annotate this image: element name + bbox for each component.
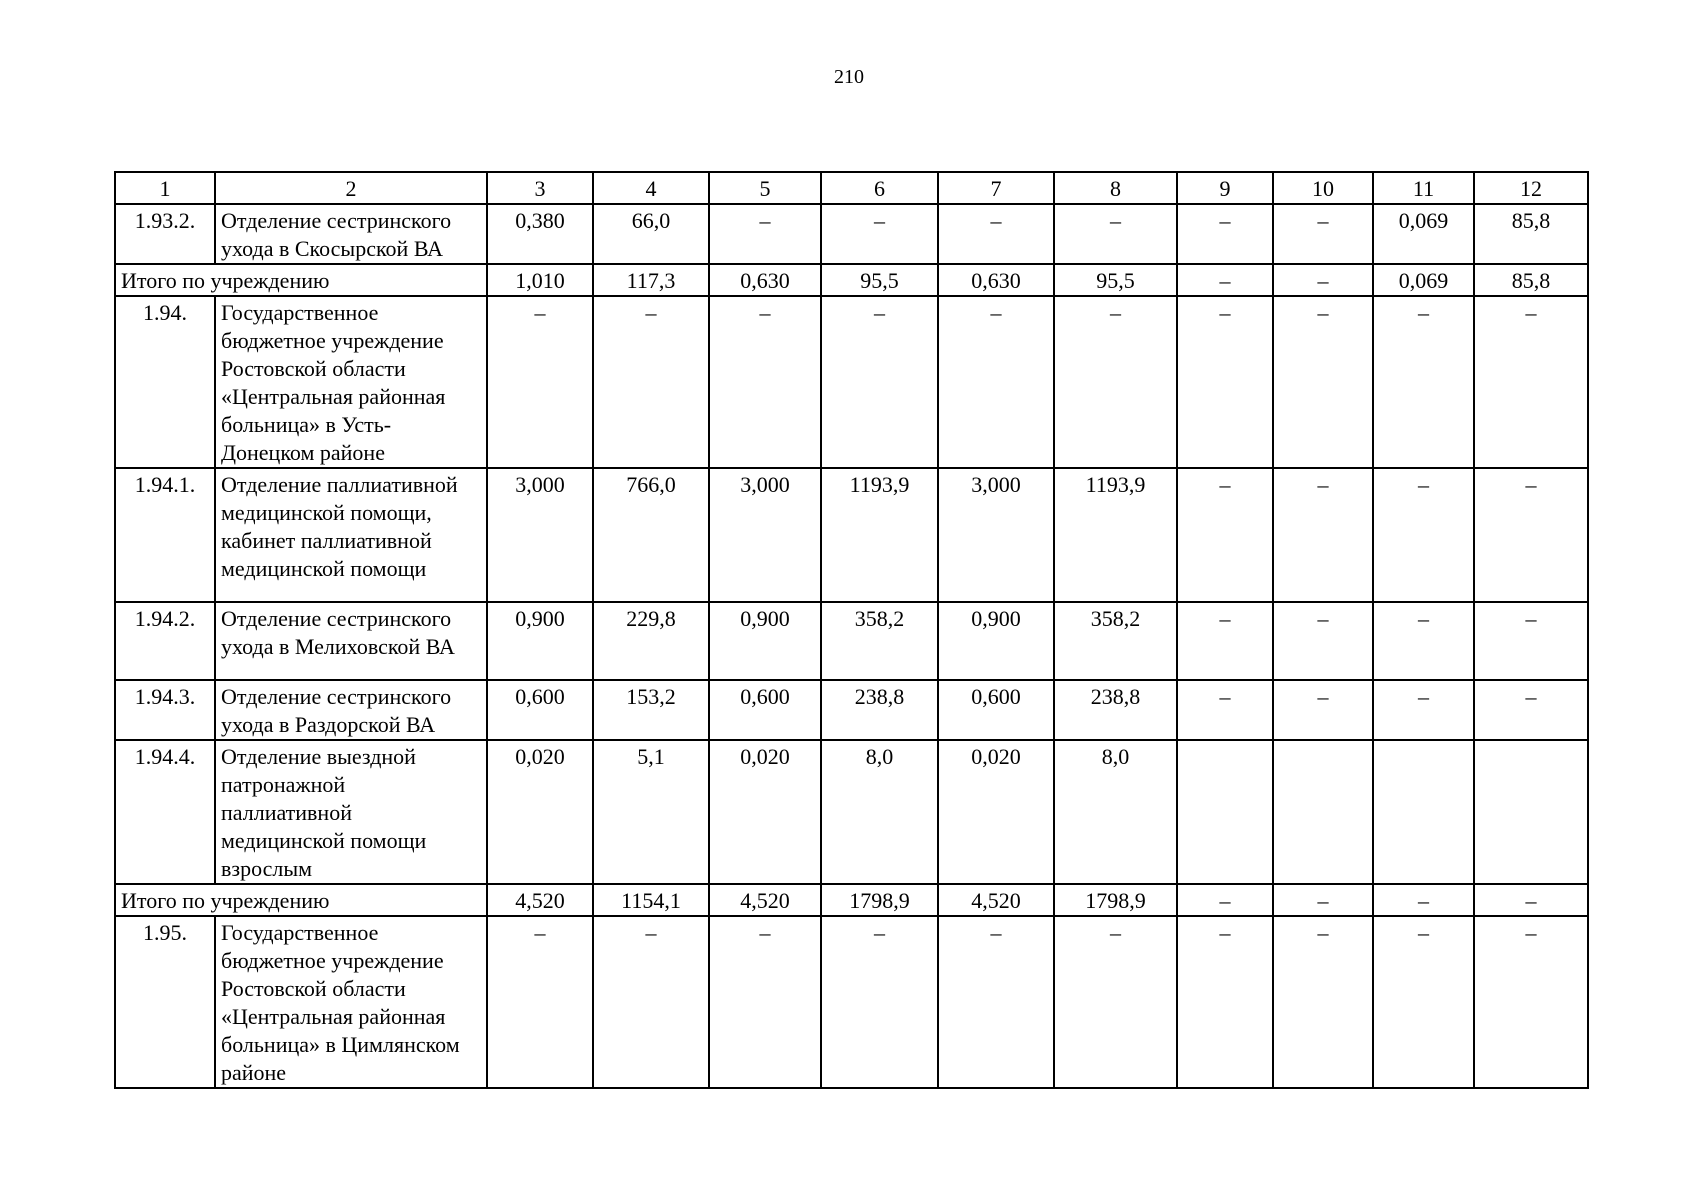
row-number: 1.93.2. xyxy=(115,204,215,264)
value-cell: 1798,9 xyxy=(821,884,938,916)
value-cell: – xyxy=(593,296,709,468)
column-header: 4 xyxy=(593,172,709,204)
value-cell: – xyxy=(1273,602,1373,680)
value-cell: 0,600 xyxy=(487,680,593,740)
row-number: 1.94.1. xyxy=(115,468,215,602)
value-cell: 358,2 xyxy=(1054,602,1177,680)
column-header: 9 xyxy=(1177,172,1273,204)
value-cell: – xyxy=(1177,602,1273,680)
total-row xyxy=(115,884,1588,916)
value-cell: 0,630 xyxy=(709,264,821,296)
value-cell: 1,010 xyxy=(487,264,593,296)
value-cell: 3,000 xyxy=(487,468,593,602)
value-cell: – xyxy=(709,296,821,468)
column-header: 11 xyxy=(1373,172,1474,204)
table-row xyxy=(115,468,1588,602)
value-cell: 85,8 xyxy=(1474,264,1588,296)
total-label: Итого по учреждению xyxy=(115,264,487,296)
value-cell: 0,900 xyxy=(487,602,593,680)
table-row xyxy=(115,602,1588,680)
table-header-row xyxy=(115,172,1588,204)
value-cell: – xyxy=(1273,884,1373,916)
value-cell: – xyxy=(1373,680,1474,740)
row-number: 1.94.2. xyxy=(115,602,215,680)
value-cell: 0,600 xyxy=(938,680,1054,740)
row-number: 1.94.4. xyxy=(115,740,215,884)
column-header: 5 xyxy=(709,172,821,204)
value-cell: 1193,9 xyxy=(821,468,938,602)
value-cell: 95,5 xyxy=(821,264,938,296)
data-table xyxy=(114,171,1589,1089)
value-cell: – xyxy=(1177,204,1273,264)
value-cell: – xyxy=(1177,264,1273,296)
value-cell: 0,020 xyxy=(709,740,821,884)
value-cell: – xyxy=(1273,296,1373,468)
value-cell: 153,2 xyxy=(593,680,709,740)
column-header: 8 xyxy=(1054,172,1177,204)
value-cell: – xyxy=(1273,680,1373,740)
value-cell xyxy=(1474,740,1588,884)
row-name: Отделение сестринского ухода в Раздорской ВА xyxy=(215,680,487,740)
value-cell: 0,630 xyxy=(938,264,1054,296)
value-cell: – xyxy=(1373,602,1474,680)
total-label: Итого по учреждению xyxy=(115,884,487,916)
value-cell: 0,600 xyxy=(709,680,821,740)
value-cell: 0,069 xyxy=(1373,204,1474,264)
row-name: Отделение паллиативной медицинской помощи, кабинет паллиативной медицинской помощи xyxy=(215,468,487,602)
value-cell: – xyxy=(1177,680,1273,740)
value-cell: – xyxy=(1474,602,1588,680)
value-cell: 117,3 xyxy=(593,264,709,296)
value-cell: 8,0 xyxy=(1054,740,1177,884)
value-cell: 358,2 xyxy=(821,602,938,680)
value-cell: 238,8 xyxy=(821,680,938,740)
column-header: 3 xyxy=(487,172,593,204)
row-number: 1.94.3. xyxy=(115,680,215,740)
value-cell: 1798,9 xyxy=(1054,884,1177,916)
table-row xyxy=(115,204,1588,264)
value-cell: – xyxy=(709,916,821,1088)
value-cell: – xyxy=(1177,468,1273,602)
value-cell: 4,520 xyxy=(487,884,593,916)
value-cell: – xyxy=(938,296,1054,468)
value-cell: – xyxy=(821,916,938,1088)
value-cell: – xyxy=(1373,296,1474,468)
value-cell: – xyxy=(1373,916,1474,1088)
value-cell: – xyxy=(1474,468,1588,602)
value-cell: 0,020 xyxy=(487,740,593,884)
value-cell: – xyxy=(1273,916,1373,1088)
value-cell: 3,000 xyxy=(709,468,821,602)
value-cell: – xyxy=(1177,296,1273,468)
value-cell: – xyxy=(821,204,938,264)
value-cell: 0,900 xyxy=(938,602,1054,680)
value-cell: 8,0 xyxy=(821,740,938,884)
value-cell: 95,5 xyxy=(1054,264,1177,296)
table-row xyxy=(115,296,1588,468)
value-cell: – xyxy=(1273,468,1373,602)
value-cell: 0,069 xyxy=(1373,264,1474,296)
value-cell: – xyxy=(1054,296,1177,468)
page-number: 210 xyxy=(834,66,864,88)
row-name: Отделение сестринского ухода в Скосырской ВА xyxy=(215,204,487,264)
value-cell: – xyxy=(487,296,593,468)
total-row xyxy=(115,264,1588,296)
column-header: 6 xyxy=(821,172,938,204)
value-cell: – xyxy=(938,204,1054,264)
value-cell: 4,520 xyxy=(709,884,821,916)
value-cell: 85,8 xyxy=(1474,204,1588,264)
value-cell: 0,380 xyxy=(487,204,593,264)
row-name: Государственное бюджетное учреждение Ростовской области «Центральная районная больница» в Усть-Донецком районе xyxy=(215,296,487,468)
row-number: 1.95. xyxy=(115,916,215,1088)
value-cell: 5,1 xyxy=(593,740,709,884)
value-cell: 4,520 xyxy=(938,884,1054,916)
value-cell: – xyxy=(487,916,593,1088)
value-cell: 1193,9 xyxy=(1054,468,1177,602)
value-cell: – xyxy=(709,204,821,264)
column-header: 1 xyxy=(115,172,215,204)
value-cell: – xyxy=(1474,916,1588,1088)
value-cell: 229,8 xyxy=(593,602,709,680)
value-cell: – xyxy=(821,296,938,468)
table-row xyxy=(115,916,1588,1088)
value-cell: – xyxy=(938,916,1054,1088)
column-header: 2 xyxy=(215,172,487,204)
value-cell: 238,8 xyxy=(1054,680,1177,740)
column-header: 10 xyxy=(1273,172,1373,204)
value-cell: – xyxy=(1273,204,1373,264)
column-header: 12 xyxy=(1474,172,1588,204)
value-cell: – xyxy=(593,916,709,1088)
row-name: Отделение выездной патронажной паллиативной медицинской помощи взрослым xyxy=(215,740,487,884)
value-cell xyxy=(1177,740,1273,884)
value-cell xyxy=(1273,740,1373,884)
row-name: Отделение сестринского ухода в Мелиховской ВА xyxy=(215,602,487,680)
value-cell: 0,020 xyxy=(938,740,1054,884)
value-cell: – xyxy=(1474,680,1588,740)
value-cell: – xyxy=(1373,468,1474,602)
value-cell: – xyxy=(1054,916,1177,1088)
table-row xyxy=(115,740,1588,884)
value-cell: 766,0 xyxy=(593,468,709,602)
value-cell: – xyxy=(1273,264,1373,296)
table-row xyxy=(115,680,1588,740)
value-cell: 3,000 xyxy=(938,468,1054,602)
value-cell: – xyxy=(1054,204,1177,264)
row-number: 1.94. xyxy=(115,296,215,468)
value-cell: – xyxy=(1177,884,1273,916)
value-cell xyxy=(1373,740,1474,884)
value-cell: 66,0 xyxy=(593,204,709,264)
value-cell: 0,900 xyxy=(709,602,821,680)
value-cell: – xyxy=(1177,916,1273,1088)
row-name: Государственное бюджетное учреждение Ростовской области «Центральная районная больница» в Цимлянском районе xyxy=(215,916,487,1088)
value-cell: – xyxy=(1474,884,1588,916)
value-cell: – xyxy=(1474,296,1588,468)
value-cell: – xyxy=(1373,884,1474,916)
value-cell: 1154,1 xyxy=(593,884,709,916)
column-header: 7 xyxy=(938,172,1054,204)
